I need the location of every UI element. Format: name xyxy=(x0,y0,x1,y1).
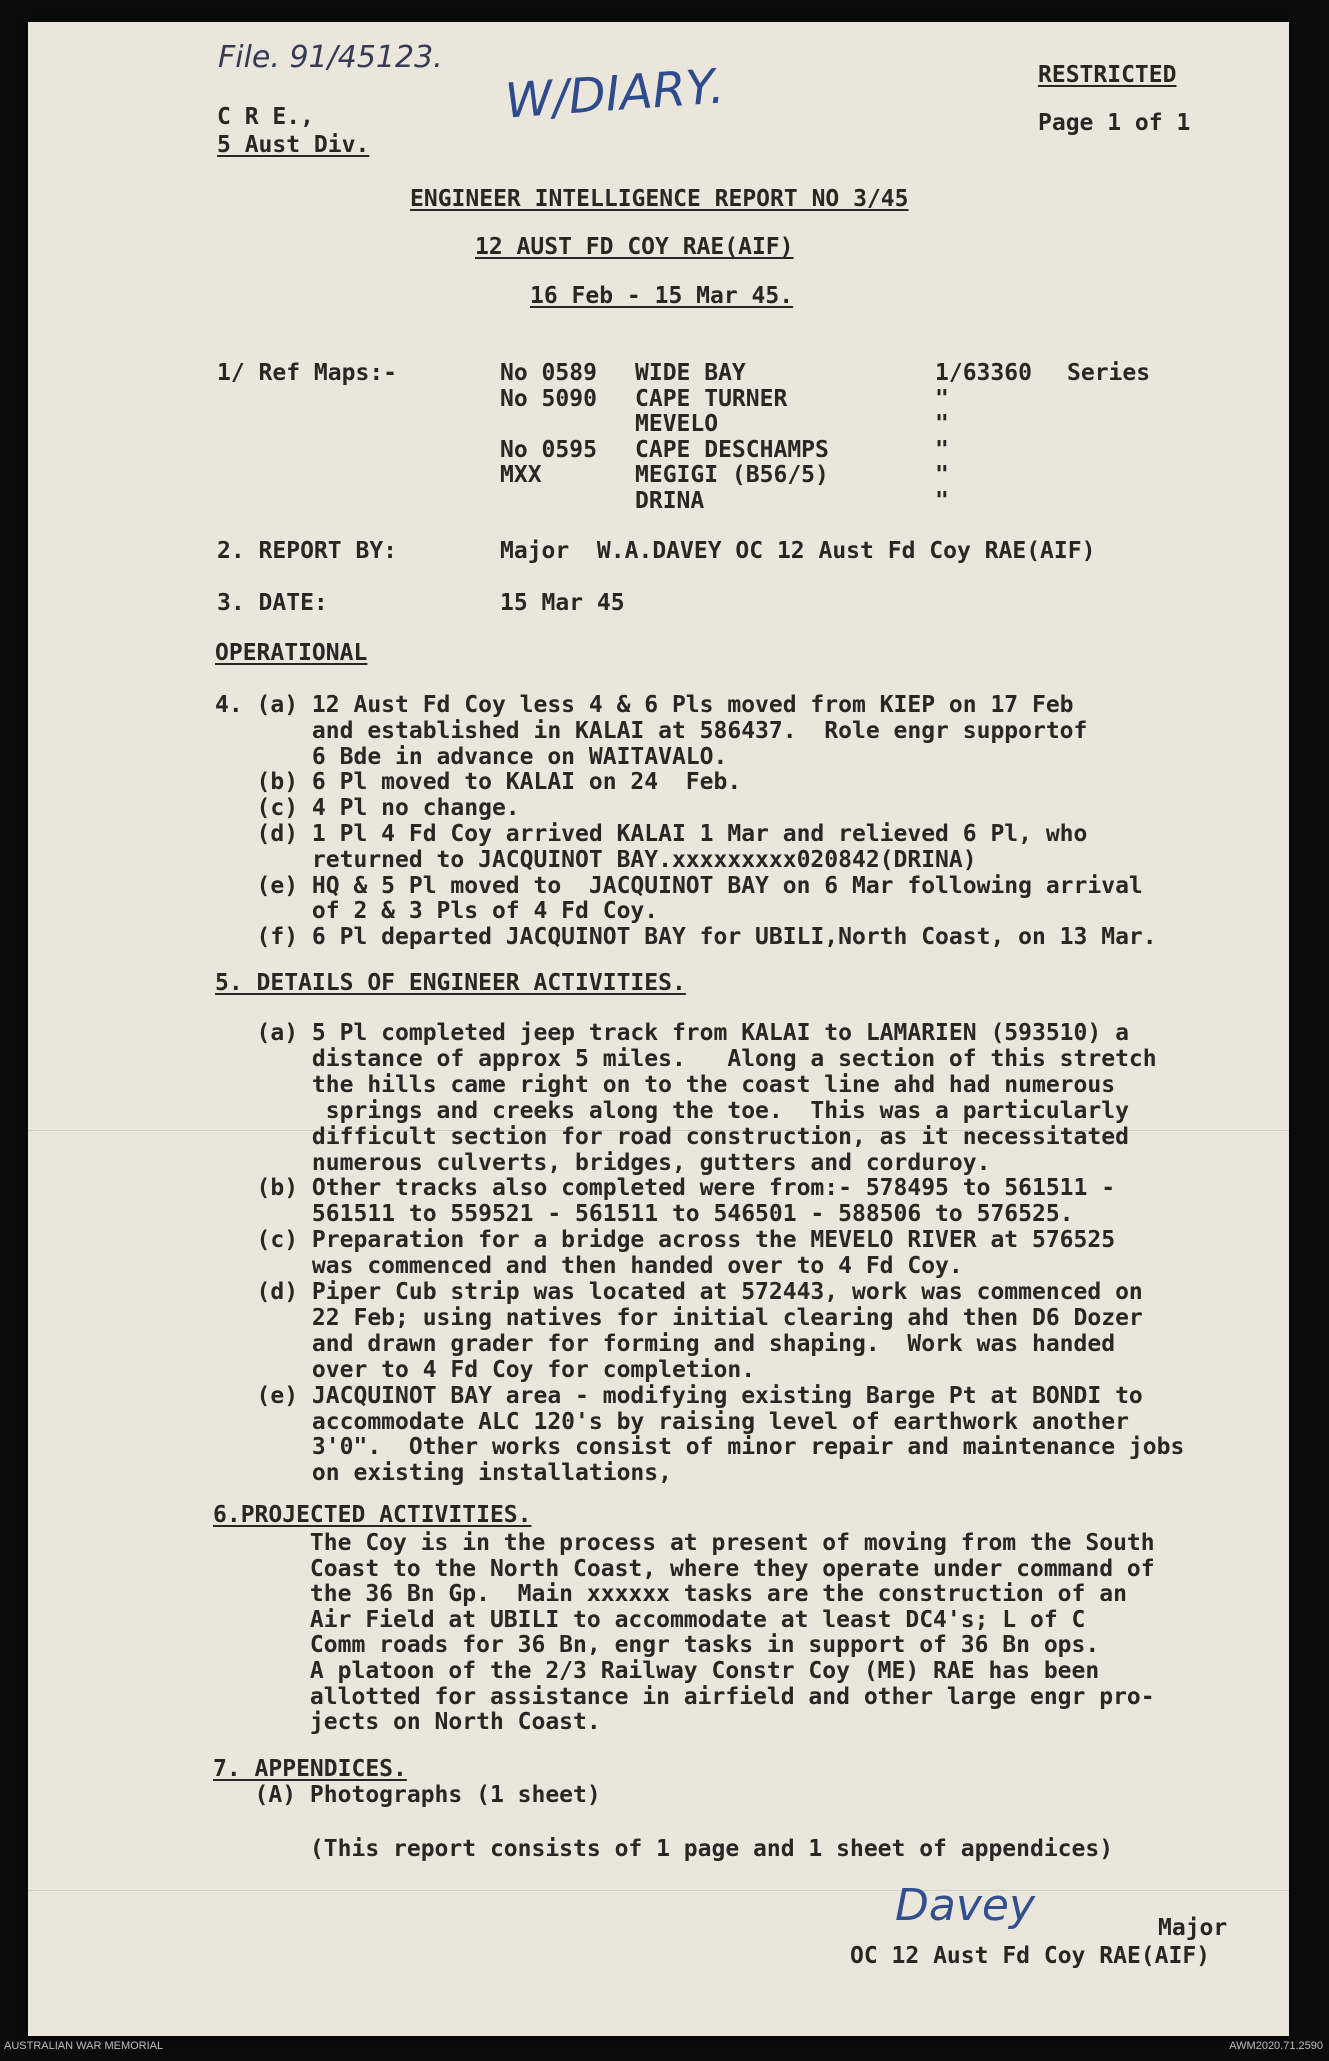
projected-line: the 36 Bn Gp. Main xxxxxx tasks are the construction of an xyxy=(213,1581,1127,1608)
operational-heading: OPERATIONAL xyxy=(215,640,368,666)
ref-maps-label: 1/ Ref Maps:- xyxy=(217,360,398,386)
details-line: (c) Preparation for a bridge across the MEVELO RIVER at 576525 xyxy=(215,1227,1116,1254)
details-line: and drawn grader for forming and shaping. Work was handed xyxy=(215,1330,1116,1357)
projected-line: The Coy is in the process at present of moving from the South xyxy=(213,1530,1155,1556)
operational-line: of 2 & 3 Pls of 4 Fd Coy. xyxy=(215,898,659,925)
map-number: No 0595 xyxy=(500,436,597,463)
paper-fold xyxy=(28,1890,1289,1891)
projected-heading: 6.PROJECTED ACTIVITIES. xyxy=(213,1502,532,1528)
projected-line: A platoon of the 2/3 Railway Constr Coy (ME) RAE has been xyxy=(213,1658,1100,1684)
projected-line: Coast to the North Coast, where they operate under command of xyxy=(213,1555,1155,1582)
map-name: CAPE DESCHAMPS xyxy=(635,436,829,463)
operational-line: returned to JACQUINOT BAY.xxxxxxxxx020842(DRINA) xyxy=(215,846,977,873)
projected-line: Air Field at UBILI to accommodate at least DC4's; L of C xyxy=(213,1606,1086,1633)
operational-line: 6 Bde in advance on WAITAVALO. xyxy=(215,743,728,770)
map-scale: " xyxy=(935,462,949,489)
map-scale: " xyxy=(935,436,949,463)
details-line: (e) JACQUINOT BAY area - modifying existing Barge Pt at BONDI to xyxy=(215,1382,1143,1409)
report-title: ENGINEER INTELLIGENCE REPORT NO 3/45 xyxy=(410,186,909,212)
map-number: MXX xyxy=(500,462,542,489)
projected-line: allotted for assistance in airfield and other large engr pro- xyxy=(213,1683,1155,1710)
map-name: MEVELO xyxy=(635,411,719,438)
map-name: CAPE TURNER xyxy=(635,385,788,412)
handwritten-signature: Davey xyxy=(895,1880,1035,1931)
details-line: over to 4 Fd Coy for completion. xyxy=(215,1356,756,1383)
details-line: 22 Feb; using natives for initial clearing ahd then D6 Dozer xyxy=(215,1304,1143,1331)
map-scale: 1/63360 xyxy=(935,360,1032,386)
date-label: 3. DATE: xyxy=(217,590,328,616)
operational-line: (e) HQ & 5 Pl moved to JACQUINOT BAY on 6 Mar following arrival xyxy=(215,872,1143,899)
map-name: WIDE BAY xyxy=(635,360,746,386)
operational-line: 4. (a) 12 Aust Fd Coy less 4 & 6 Pls moved from KIEP on 17 Feb xyxy=(215,692,1074,718)
details-line: the hills came right on to the coast line ahd had numerous xyxy=(215,1071,1116,1098)
details-line: accommodate ALC 120's by raising level of earthwork another xyxy=(215,1408,1129,1435)
operational-line: (b) 6 Pl moved to KALAI on 24 Feb. xyxy=(215,769,742,796)
map-number: No 5090 xyxy=(500,385,597,412)
handwritten-war-diary-note: W/DIARY. xyxy=(503,58,727,130)
operational-line: (f) 6 Pl departed JACQUINOT BAY for UBILI,North Coast, on 13 Mar. xyxy=(215,924,1157,951)
report-by-label: 2. REPORT BY: xyxy=(217,538,398,564)
operational-line: (c) 4 Pl no change. xyxy=(215,795,520,822)
details-line: on existing installations, xyxy=(215,1460,672,1487)
footer-archive-name: AUSTRALIAN WAR MEMORIAL xyxy=(4,2040,164,2052)
details-line: (b) Other tracks also completed were from:- 578495 to 561511 - xyxy=(215,1175,1116,1202)
map-name: MEGIGI (B56/5) xyxy=(635,462,829,489)
page-number: Page 1 of 1 xyxy=(1038,110,1191,136)
signoff-rank: Major xyxy=(1158,1915,1228,1941)
projected-line: jects on North Coast. xyxy=(213,1709,601,1736)
map-number: No 0589 xyxy=(500,360,597,386)
footer-item-id: AWM2020.71.2590 xyxy=(1229,2040,1323,2052)
map-scale: " xyxy=(935,411,949,438)
classification-restricted: RESTRICTED xyxy=(1038,62,1177,88)
map-scale: " xyxy=(935,385,949,412)
details-line: 3'0". Other works consist of minor repair and maintenance jobs xyxy=(215,1434,1185,1461)
report-by-value: Major W.A.DAVEY OC 12 Aust Fd Coy RAE(AIF) xyxy=(500,538,1096,564)
details-line: numerous culverts, bridges, gutters and corduroy. xyxy=(215,1149,991,1176)
details-line: was commenced and then handed over to 4 Fd Coy. xyxy=(215,1253,963,1280)
signoff-unit: OC 12 Aust Fd Coy RAE(AIF) xyxy=(850,1943,1211,1969)
date-value: 15 Mar 45 xyxy=(500,590,625,616)
addressee-line2: 5 Aust Div. xyxy=(217,132,370,158)
appendix-item: (A) Photographs (1 sheet) xyxy=(213,1782,601,1808)
details-heading: 5. DETAILS OF ENGINEER ACTIVITIES. xyxy=(215,970,686,996)
map-series: Series xyxy=(1067,360,1151,386)
addressee-line1: C R E., xyxy=(217,104,314,130)
appendix-note: (This report consists of 1 page and 1 sheet of appendices) xyxy=(213,1836,1114,1862)
details-line: (a) 5 Pl completed jeep track from KALAI to LAMARIEN (593510) a xyxy=(215,1020,1129,1046)
details-line: springs and creeks along the toe. This was a particularly xyxy=(215,1097,1129,1124)
details-line: (d) Piper Cub strip was located at 572443, work was commenced on xyxy=(215,1279,1143,1305)
operational-line: (d) 1 Pl 4 Fd Coy arrived KALAI 1 Mar and relieved 6 Pl, who xyxy=(215,821,1088,847)
operational-line: and established in KALAI at 586437. Role engr supportof xyxy=(215,717,1088,744)
appendices-heading: 7. APPENDICES. xyxy=(213,1756,407,1782)
map-scale: " xyxy=(935,488,949,514)
details-line: difficult section for road construction, as it necessitated xyxy=(215,1123,1129,1150)
map-name: DRINA xyxy=(635,488,705,514)
projected-line: Comm roads for 36 Bn, engr tasks in support of 36 Bn ops. xyxy=(213,1632,1100,1659)
report-unit: 12 AUST FD COY RAE(AIF) xyxy=(475,234,794,260)
details-line: distance of approx 5 miles. Along a section of this stretch xyxy=(215,1045,1157,1072)
report-period: 16 Feb - 15 Mar 45. xyxy=(530,283,794,309)
handwritten-file-reference: File. 91/45123. xyxy=(218,40,443,75)
details-line: 561511 to 559521 - 561511 to 546501 - 588506 to 576525. xyxy=(215,1201,1074,1228)
